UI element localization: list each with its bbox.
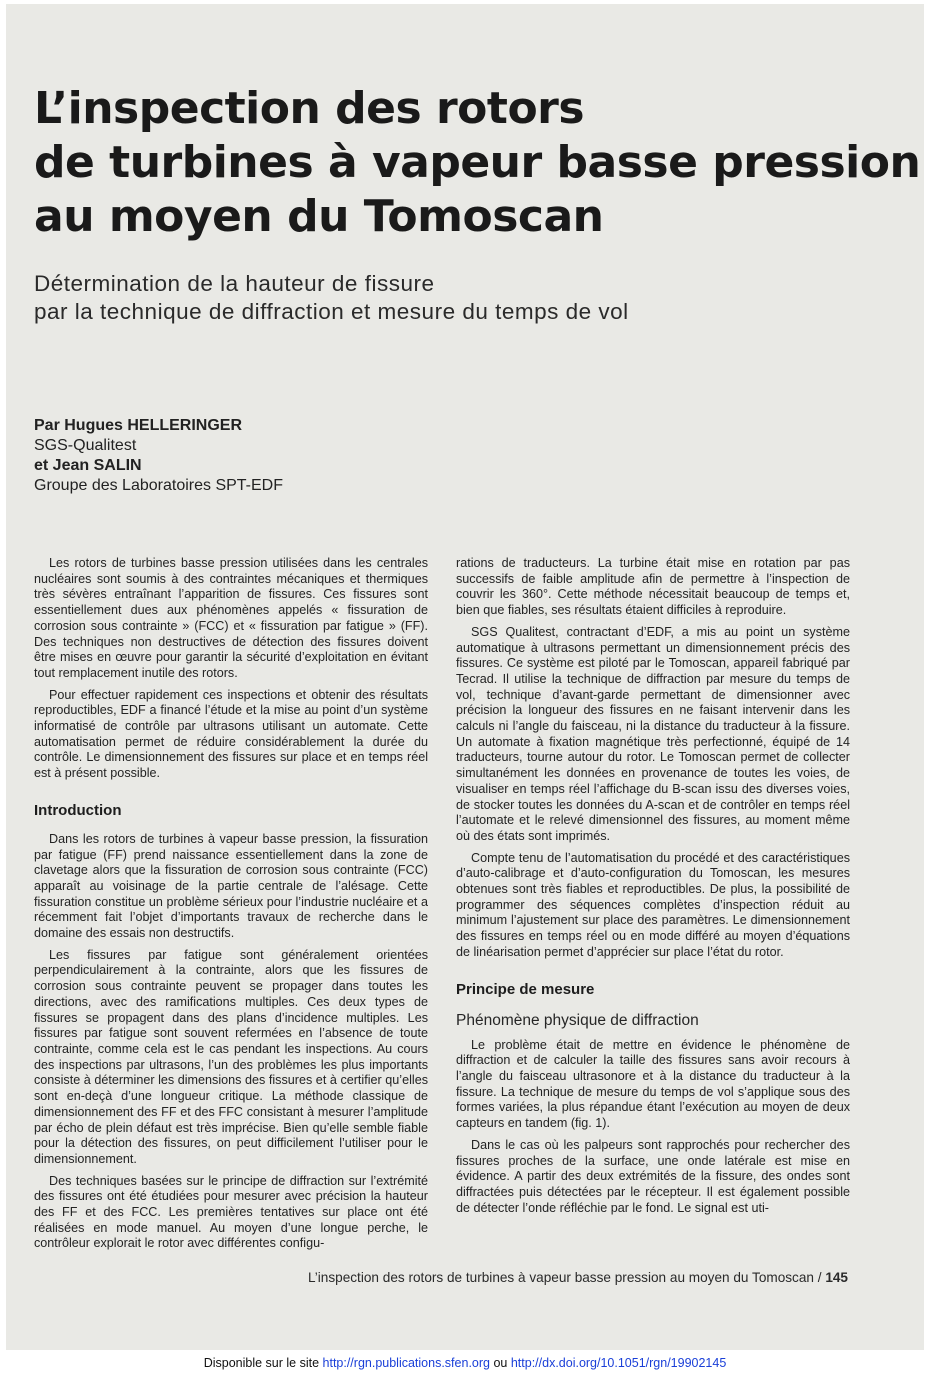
abstract-paragraph: Pour effectuer rapidement ces inspections et obtenir des résultats reproductibles, EDF a financé l’étude et la mise au point d’un système informatisé de contrôle par ultrasons utilisant un automate. Cette automatisation permet de réduire considérablement la durée du contrôle. Le dimensionnement des fissures sur place et en temps réel est à présent possible. <box>34 687 428 781</box>
body-paragraph: Compte tenu de l’automatisation du procédé et des caractéristiques d’auto-calibrage et d’auto-configuration du Tomoscan, les mesures obtenues sont très fiables et reproductibles. De plus, la possibilité de programmer des séquences complètes d’inspection réduit au minimum l’ajustement sur place des paramètres. Le dimensionnement des fissures en temps réel ou en mode différé au moyen d’équations de linéarisation permet d’apprécier sur place l’état du rotor. <box>456 850 850 959</box>
availability-footer <box>0 1356 930 1370</box>
journal-site-link[interactable]: http://rgn.publications.sfen.org <box>322 1356 490 1370</box>
author-block <box>34 416 534 496</box>
doi-link[interactable]: http://dx.doi.org/10.1051/rgn/19902145 <box>510 1356 727 1370</box>
body-paragraph: Les fissures par fatigue sont généralement orientées perpendiculairement à la contrainte, alors que les fissures de corrosion sous contrainte peuvent se propager dans toutes les directions, avec des ramifications multiples. Ces deux types de fissures se propagent dans des plans d’incidence multiples. Les fissures par fatigue sont souvent refermées en l’absence de toute contrainte, comme cela est le cas pendant les inspections. Au cours des inspections par ultrasons, l’un des problèmes les plus importants consiste à déterminer les dimensions des fissures et à certifier qu’elles sont en-deçà d’une longueur critique. La méthode classique de dimensionnement des FF et des FFC consistant à mesurer l’amplitude par écho de plein défaut est très imprécise. Bien qu’elle semble fiable pour la détection des fissures, on peut difficilement l’utiliser pour le dimensionnement. <box>34 947 428 1166</box>
abstract-paragraph: Les rotors de turbines basse pression utilisées dans les centrales nucléaires sont soumis à des contraintes mécaniques et thermiques très sévères entraînant l’apparition de fissures. Ces fissures sont essentiellement dues aux phénomènes appelés « fissuration de corrosion sous contrainte » (FCC) et « fissuration par fatigue » (FF). Des techniques non destructives de détection des fissures doivent être mises en œuvre pour garantir la sécurité d’exploitation en évitant tout remplacement inutile des rotors. <box>34 556 428 680</box>
page-number: 145 <box>825 1270 848 1285</box>
body-paragraph: Des techniques basées sur le principe de diffraction sur l’extrémité des fissures ont été étudiées pour mesurer avec précision la hauteur des FF et des FCC. Les premières tentatives sur place ont été réalisées en mode manuel. Au moyen d’une longue perche, le contrôleur explorait le rotor avec différentes configu- <box>34 1173 428 1251</box>
article-title <box>34 82 921 244</box>
subtitle-line: Détermination de la hauteur de fissure <box>34 271 435 296</box>
body-paragraph: rations de traducteurs. La turbine était mise en rotation par pas successifs de faible amplitude afin de permettre à l’inspection de couvrir les 360°. Cette méthode nécessitait beaucoup de temps et, bien que fiables, ses résultats étaient difficiles à reproduire. <box>456 556 850 618</box>
author-affiliation: Groupe des Laboratoires SPT-EDF <box>34 477 284 494</box>
running-footer <box>34 1270 848 1285</box>
availability-prefix: Disponible sur le site <box>203 1356 323 1370</box>
section-heading-principe: Principe de mesure <box>456 980 595 998</box>
running-footer-title: L’inspection des rotors de turbines à vapeur basse pression au moyen du Tomoscan / <box>307 1270 826 1285</box>
left-column <box>34 556 428 1258</box>
author-name: et Jean SALIN <box>34 457 142 474</box>
body-paragraph: Dans les rotors de turbines à vapeur basse pression, la fissuration par fatigue (FF) prend naissance essentiellement dans la zone de clavetage alors que la fissuration de corrosion sous contrainte (FCC) apparaît au voisinage de la partie centrale de l’alésage. Cette fissuration constitue un problème sérieux pour l’industrie nucléaire et a récemment fait l’objet d’importants travaux de recherche dans le domaine des essais non destructifs. <box>34 831 428 941</box>
body-paragraph: Le problème était de mettre en évidence le phénomène de diffraction et de calculer la taille des fissures sans avoir recours à l’angle du faisceau ultrasonore et à la distance du traducteur à la fissure. La technique de mesure du temps de vol s’applique sous des formes variées, la plus répandue étant l’exécution au moyen de deux capteurs en tandem (fig. 1). <box>456 1037 850 1131</box>
subsection-heading-diffraction: Phénomène physique de diffraction <box>456 1011 699 1029</box>
body-paragraph: SGS Qualitest, contractant d’EDF, a mis au point un système automatique à ultrasons permettant un dimensionnement précis des fissures. Ce système est piloté par le Tomoscan, appareil fabriqué par Tecrad. Il utilise la technique de diffraction par mesure du temps de vol, technique d’avant-garde permettant de dimensionner avec précision la longueur des fissures en ne faisant intervenir dans les calculs ni l’angle du faisceau, ni la distance du traducteur à la fissure. Un automate à fixation magnétique très perfectionné, équipé de 14 traducteurs, tourne autour du rotor. Le Tomoscan permet de collecter simultanément les données en provenance de toutes les voies, de visualiser en temps réel l’affichage du B-scan issu des diverses voies, de stocker toutes les données du A-scan et de contrôler en temps réel l’automate et le relevé dimensionnel des fissures, au moment même où des états sont imprimés. <box>456 624 850 843</box>
right-column <box>456 556 850 1222</box>
title-line: L’inspection des rotors <box>34 83 585 134</box>
body-paragraph: Dans le cas où les palpeurs sont rapprochés pour rechercher des fissures proches de la surface, une onde latérale est mise en évidence. A partir des deux extrémités de la fissure, des ondes sont diffractées puis détectées par le récepteur. Il est également possible de détecter l’onde réfléchie par le fond. Le signal est uti- <box>456 1137 850 1215</box>
title-line: de turbines à vapeur basse pression <box>34 137 921 188</box>
author-name: Par Hugues HELLERINGER <box>34 417 243 434</box>
article-subtitle <box>34 270 894 326</box>
title-line: au moyen du Tomoscan <box>34 191 604 242</box>
section-heading-introduction: Introduction <box>34 801 122 819</box>
subtitle-line: par la technique de diffraction et mesure du temps de vol <box>34 299 629 324</box>
availability-separator: ou <box>489 1356 511 1370</box>
author-affiliation: SGS-Qualitest <box>34 437 137 454</box>
